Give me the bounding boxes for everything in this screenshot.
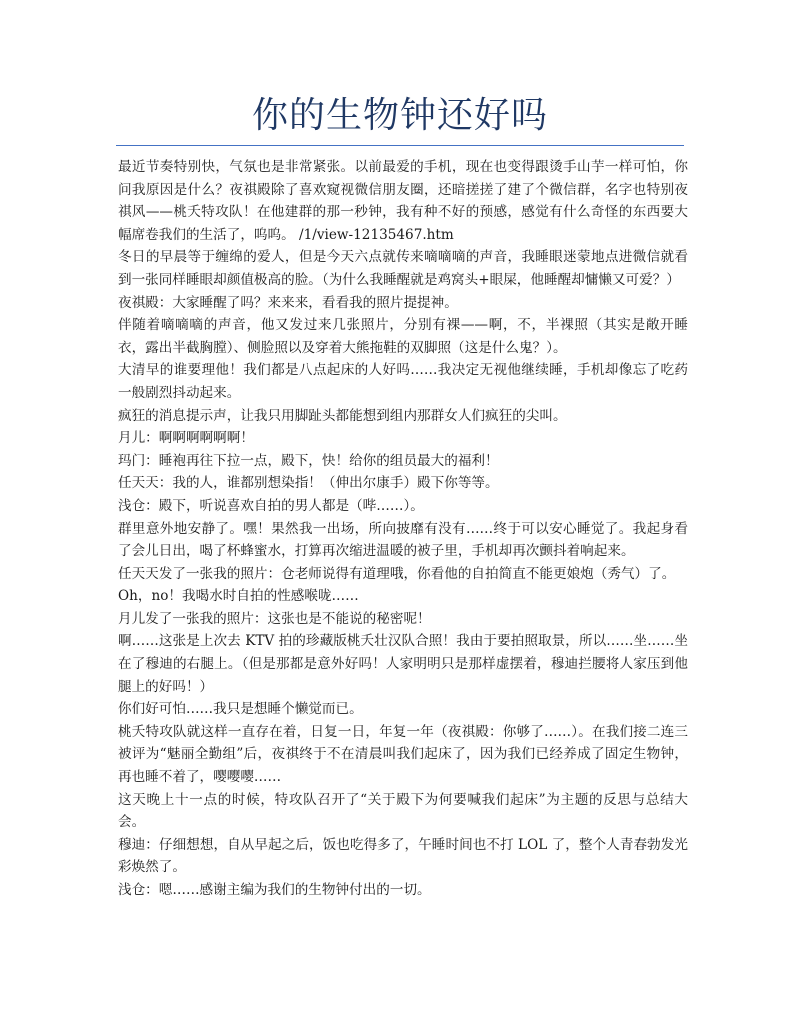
paragraph: 月儿：啊啊啊啊啊啊！	[118, 430, 254, 447]
paragraph: 群里意外地安静了。嘿！果然我一出场，所向披靡有没有……终于可以安心睡觉了。我起身看了会儿日出，喝了杯蜂蜜水，打算再次缩进温暖的被子里，手机却再次颤抖着响起来。	[118, 520, 688, 560]
paragraph: 冬日的早晨等于缠绵的爱人，但是今天六点就传来嘀嘀嘀的声音，我睡眼迷蒙地点进微信就看到一张同样睡眼却颜值极高的脸。（为什么我睡醒就是鸡窝头+眼屎，他睡醒却慵懒又可爱？）	[118, 249, 688, 288]
paragraph: 疯狂的消息提示声，让我只用脚趾头都能想到组内那群女人们疯狂的尖叫。	[118, 407, 567, 424]
paragraph: 最近节奏特别快，气氛也是非常紧张。以前最爱的手机，现在也变得跟烫手山芋一样可怕，你问我原因是什么？夜祺殿除了喜欢窥视微信朋友圈，还暗搓搓了建了个微信群，名字也特别夜祺风——桃夭特攻队！在他建群的那一秒钟，我有种不好的预感，感觉有什么奇怪的东西要大幅席卷我们的生活了，呜呜。 /1/view-12135467.htm	[118, 159, 688, 243]
paragraph: 任天天发了一张我的照片：仓老师说得有道理哦，你看他的自拍简直不能更娘炮（秀气）了。	[118, 565, 676, 582]
paragraph: 浅仓：殿下，听说喜欢自拍的男人都是（哔……）。	[118, 497, 424, 514]
paragraph: 桃夭特攻队就这样一直存在着，日复一日，年复一年（夜祺殿：你够了……）。在我们接二连三被评为“魅丽全勤组”后，夜祺终于不在清晨叫我们起床了，因为我们已经养成了固定生物钟，再也睡不着了，嘤嘤嘤……	[118, 723, 688, 786]
page-title: 你的生物钟还好吗	[251, 95, 548, 136]
paragraph: 穆迪：仔细想想，自从早起之后，饭也吃得多了，午睡时间也不打 LOL 了，整个人青春勃发光彩焕然了。	[118, 836, 688, 876]
paragraph: 月儿发了一张我的照片：这张也是不能说的秘密呢！	[118, 610, 431, 627]
paragraph: 你们好可怕……我只是想睡个懒觉而已。	[118, 701, 363, 718]
paragraph: Oh，no！我喝水时自拍的性感喉咙……	[118, 588, 359, 605]
paragraph: 这天晚上十一点的时候，特攻队召开了“关于殿下为何要喊我们起床”为主题的反思与总结大会。	[118, 791, 688, 831]
paragraph: 啊……这张是上次去 KTV 拍的珍藏版桃夭壮汉队合照！我由于要拍照取景，所以……坐……坐在了穆迪的右腿上。（但是那都是意外好吗！人家明明只是那样虚摆着，穆迪拦腰将人家压到他腿上的好吗！）	[118, 633, 688, 695]
title-divider	[116, 145, 684, 146]
paragraph: 伴随着嘀嘀嘀的声音，他又发过来几张照片，分别有裸——啊，不，半裸照（其实是敞开睡衣，露出半截胸膛）、侧脸照以及穿着大熊拖鞋的双脚照（这是什么鬼？）。	[118, 317, 688, 356]
paragraph: 玛门：睡袍再往下拉一点，殿下，快！给你的组员最大的福利！	[118, 452, 499, 469]
paragraph: 任天天：我的人，谁都别想染指！（伸出尔康手）殿下你等等。	[118, 475, 499, 492]
paragraph: 浅仓：嗯……感谢主编为我们的生物钟付出的一切。	[118, 882, 431, 898]
article-body	[118, 156, 688, 902]
paragraph: 大清早的谁要理他！我们都是八点起床的人好吗……我决定无视他继续睡，手机却像忘了吃药一般剧烈抖动起来。	[118, 362, 688, 401]
paragraph: 夜祺殿：大家睡醒了吗？来来来，看看我的照片提提神。	[118, 294, 458, 311]
